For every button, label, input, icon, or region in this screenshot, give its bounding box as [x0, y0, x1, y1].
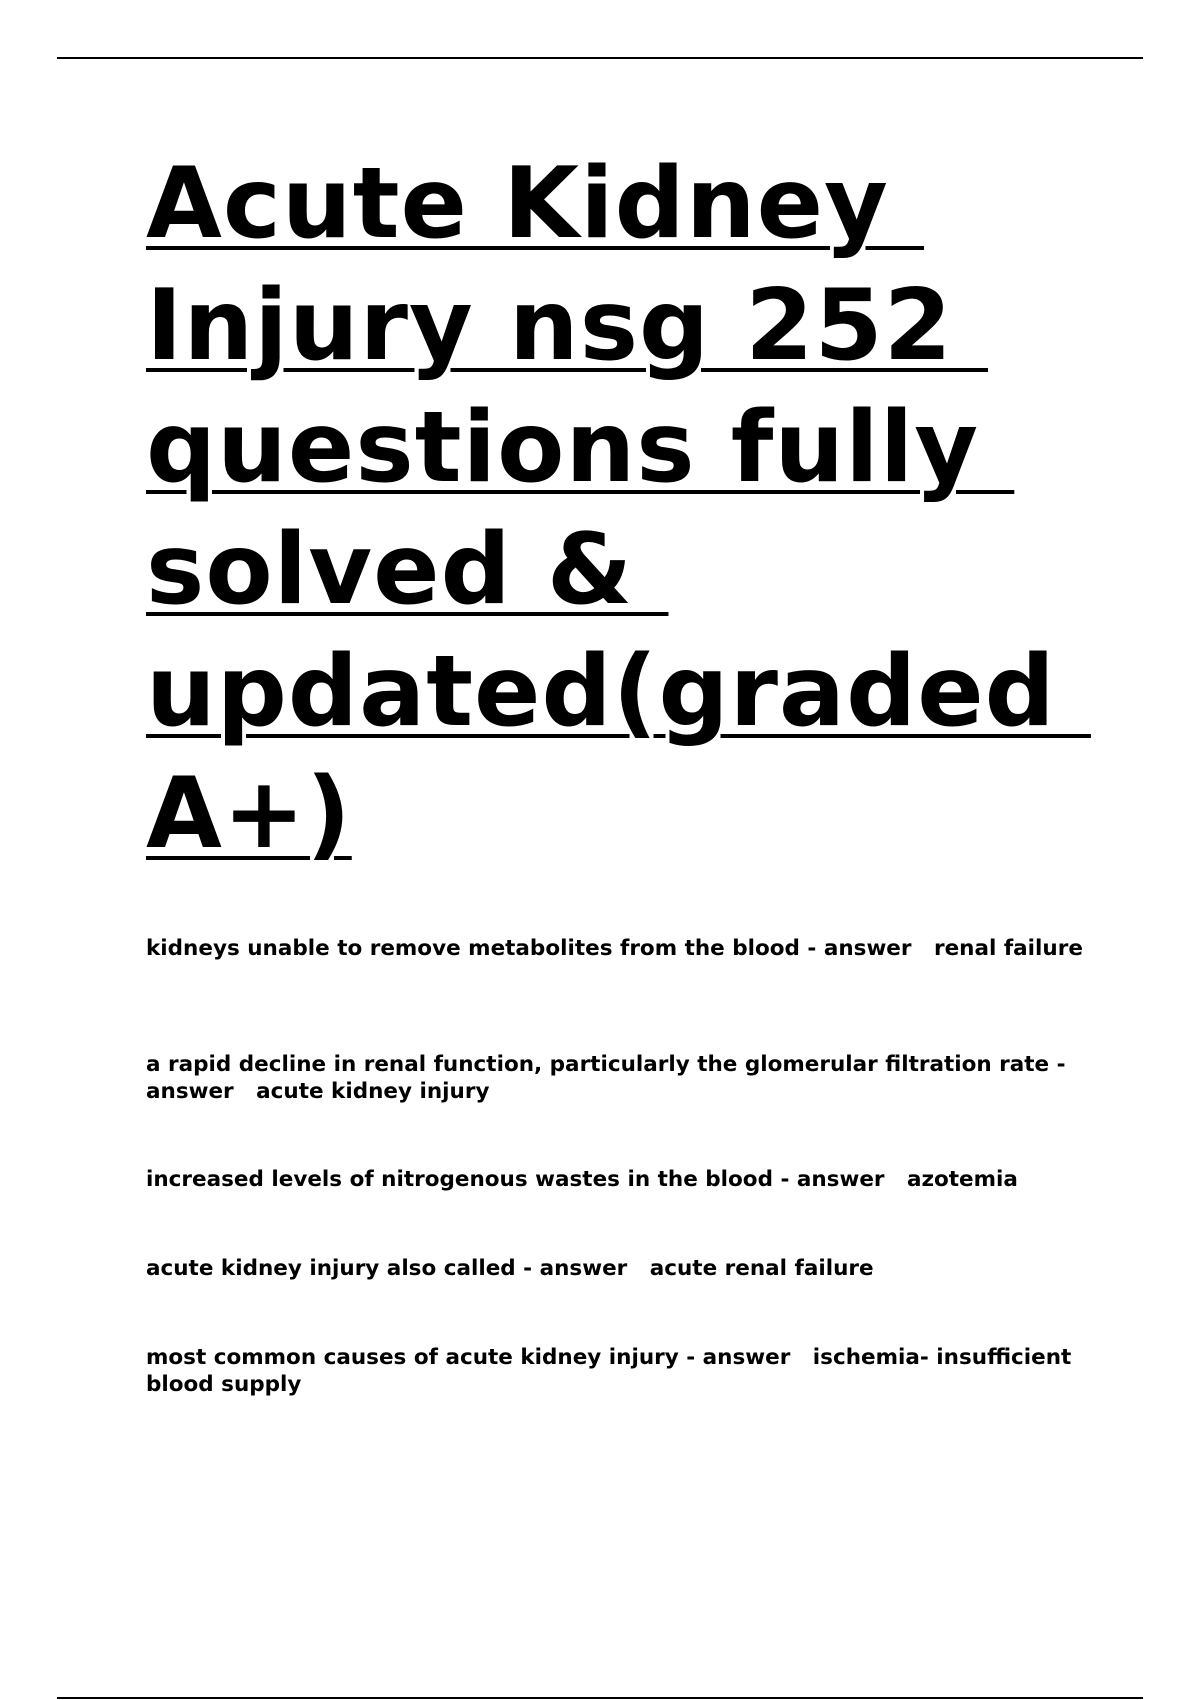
title-line: Acute Kidney [146, 147, 925, 261]
title-line: updated(graded [146, 635, 1091, 749]
qa-answer: acute renal failure [649, 1256, 874, 1281]
qa-question: acute kidney injury also called - answer [146, 1256, 628, 1281]
document-title [146, 143, 1136, 875]
qa-item [146, 1051, 1086, 1105]
title-line: Injury nsg 252 [146, 269, 988, 383]
title-line: questions fully [146, 391, 1015, 505]
qa-answer: ischemia- insufficient blood supply [146, 1345, 1079, 1397]
qa-answer: acute kidney injury [256, 1079, 490, 1104]
title-line: solved & [146, 513, 669, 627]
qa-question: increased levels of nitrogenous wastes in the blood - answer [146, 1167, 885, 1192]
title-line: A+) [146, 757, 352, 871]
qa-question: a rapid decline in renal function, particularly the glomerular filtration rate - answer [146, 1052, 1074, 1104]
qa-answer: azotemia [906, 1167, 1018, 1192]
qa-item [146, 935, 1086, 962]
qa-answer: renal failure [933, 936, 1083, 961]
bottom-rule [57, 1697, 1143, 1699]
qa-item [146, 1344, 1086, 1398]
qa-item [146, 1166, 1086, 1193]
qa-question: kidneys unable to remove metabolites from the blood - answer [146, 936, 912, 961]
qa-item [146, 1255, 1086, 1282]
qa-question: most common causes of acute kidney injury - answer [146, 1345, 791, 1370]
top-rule [57, 57, 1143, 59]
